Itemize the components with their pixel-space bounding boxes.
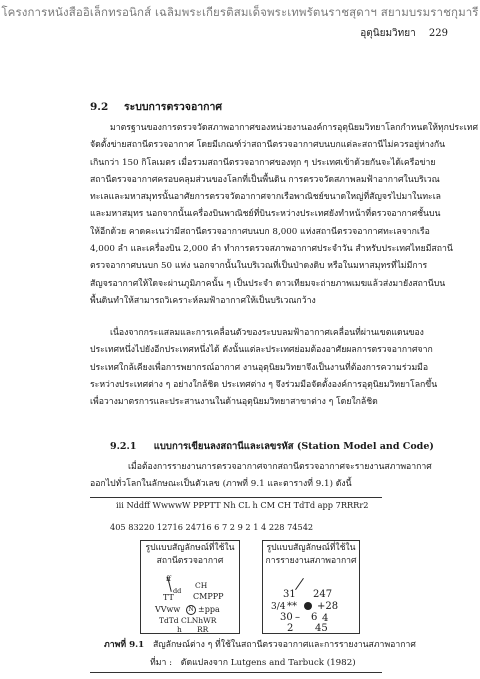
- high-cloud-label: CH: [195, 581, 208, 590]
- figure-caption-text: สัญลักษณ์ต่าง ๆ ที่ใช้ในสถานีตรวจอากาศและการรายงานสภาพอากาศ: [152, 640, 416, 650]
- paragraph-line: ประเทศใกล้เคียงเพื่อการพยากรณ์อากาศ งานอุตุนิยมวิทยาจึงเป็นงานที่ต้องการความร่วมมือ: [90, 362, 429, 373]
- precipitation-label: RR: [197, 625, 209, 634]
- paragraph-line: พื้นดินทำให้สามารถวิเคราะห์ลมฟ้าอากาศให้เป็นบริเวณกว้าง: [90, 295, 316, 306]
- page-number: 229: [428, 28, 448, 39]
- pressure-tendency-value: +28: [317, 601, 339, 612]
- tendency-value: 4: [322, 613, 329, 624]
- paragraph-line: ให้อีกด้วย คาดคะเนว่ามีสถานีตรวจอากาศบนบก 8,000 แห่งสถานีตรวจอากาศทะเลจากเรือ: [90, 226, 430, 237]
- paragraph-2: [90, 325, 437, 411]
- station-model-symbol: [141, 541, 239, 633]
- pressure-value: 247: [313, 589, 333, 600]
- code-example-line: 405 83220 12716 24716 6 7 2 9 2 1 4 228 74542: [110, 522, 314, 532]
- code-format-line: iii Nddff WwwwW PPPTT Nh CL h CM CH TdTd app 7RRRr2: [116, 500, 369, 510]
- paragraph-line: จัดตั้งข่ายสถานีตรวจอากาศ โดยมีเกณฑ์ว่าสถานีตรวจอากาศบนบกแต่ละสถานีไม่ควรอยู่ห่างกัน: [90, 140, 446, 151]
- subsection-title: แบบการเขียนลงสถานีและเลขรหัส (Station Model and Code): [153, 441, 434, 452]
- station-model-box: [140, 540, 240, 634]
- visibility-weather-label: VVww: [155, 605, 181, 614]
- paragraph-line: ออกไปทั่วโลกในลักษณะเป็นตัวเลข (ภาพที่ 9.1 และตารางที่ 9.1) ดังนี้: [90, 479, 352, 490]
- paragraph-line: เนื่องจากกระแสลมและการเคลื่อนตัวของระบบลมฟ้าอากาศเคลื่อนที่ผ่านเขตแดนของ: [110, 328, 424, 338]
- section-title: ระบบการตรวจอากาศ: [123, 101, 223, 113]
- paragraph-line: เพื่อวางมาตรการและประสานงานในด้านอุตุนิยมวิทยาสาขาต่าง ๆ โดยใกล้ชิด: [90, 397, 378, 408]
- running-header: [360, 26, 448, 41]
- cloud-dash: –: [295, 612, 300, 623]
- dewpoint-low-cloud-label: TdTd CLNhWR: [159, 616, 217, 625]
- running-title: อุตุนิยมวิทยา: [360, 28, 416, 39]
- precipitation-value: 45: [315, 623, 328, 634]
- figure-caption: [104, 637, 416, 651]
- station-model-box-title: รูปแบบสัญลักษณ์ที่ใช้ใน สถานีตรวจอากาศ: [145, 543, 235, 566]
- paragraph-line: ทะเลและมหาสมุทรนั้นอาศัยการตรวจวัดอากาศจากเรือพาณิชย์ขนาดใหญ่ที่สัญจรไปมาในทะเล: [90, 192, 441, 203]
- cloud-height-value: 2: [287, 623, 294, 634]
- paragraph-3: [90, 459, 432, 494]
- paragraph-line: เมื่อต้องการรายงานการตรวจอากาศจากสถานีตรวจอากาศจะรายงานสภาพอากาศ: [128, 462, 432, 472]
- paragraph-line: มาตรฐานของการตรวจวัดสภาพอากาศของหน่วยงานองค์การอุตุนิยมวิทยาโลกกำหนดให้ทุกประเทศ: [110, 123, 478, 133]
- paragraph-line: สถานีตรวจอากาศครอบคลุมส่วนของโลกที่เป็นพื้นดิน การตรวจวัดสภาพลมฟ้าอากาศในบริเวณ: [90, 174, 440, 185]
- book-project-banner: โครงการหนังสืออิเล็กทรอนิกส์ เฉลิมพระเกียรติสมเด็จพระเทพรัตนราชสุดาฯ สยามบรมราชกุมารี: [1, 5, 479, 19]
- section-number: 9.2: [90, 101, 109, 113]
- paragraph-line: และมหาสมุทร นอกจากนั้นเครื่องบินพาณิชย์ที่บินระหว่างประเทศยังทำหน้าที่ตรวจอากาศชั้นบน: [90, 209, 441, 220]
- figure-top-rule: [90, 497, 382, 498]
- figure-bottom-rule: [90, 672, 382, 673]
- wind-direction-label: dd: [173, 587, 182, 595]
- wind-speed-label: ff: [166, 575, 171, 583]
- paragraph-line: 4,000 ลำ และเครื่องบิน 2,000 ลำ ทำการตรวจสภาพอากาศประจำวัน สำหรับประเทศไทยมีสถานี: [90, 244, 453, 255]
- subsection-number: 9.2.1: [110, 441, 137, 452]
- weather-symbol: **: [287, 601, 297, 612]
- figure-source-label: ที่มา :: [150, 658, 173, 668]
- low-cloud-value: 6: [311, 612, 318, 623]
- sky-cover-filled-circle-icon: [304, 602, 312, 610]
- section-heading: [90, 98, 222, 115]
- pressure-tendency-label: ±ppa: [198, 605, 220, 614]
- temperature-label: TT: [163, 593, 174, 602]
- paragraph-line: เกินกว่า 150 กิโลเมตร เมื่อรวมสถานีตรวจอากาศของทุก ๆ ประเทศเข้าด้วยกันจะได้เครือข่าย: [90, 157, 436, 168]
- sky-cover-circle-icon: N: [186, 605, 196, 615]
- paragraph-line: ประเทศหนึ่งไปยังอีกประเทศหนึ่งได้ ดังนั้นแต่ละประเทศย่อมต้องอาศัยผลการตรวจอากาศจาก: [90, 345, 433, 356]
- figure-source-text: ดัดแปลงจาก Lutgens and Tarbuck (1982): [180, 658, 356, 668]
- visibility-value: 3/4: [271, 602, 286, 612]
- paragraph-1: [90, 120, 478, 310]
- paragraph-line: สัญจรอากาศให้ใดจะผ่านภูมิภาคนั้น ๆ เป็นประจำ ดาวเทียมจะถ่ายภาพเมฆแล้วส่งมายังสถานีบน: [90, 278, 446, 289]
- subsection-heading: [110, 439, 434, 454]
- figure-source: [150, 655, 356, 669]
- cloud-height-label: h: [177, 625, 182, 634]
- paragraph-line: ระหว่างประเทศต่าง ๆ อย่างใกล้ชิด ประเทศต่าง ๆ จึงร่วมมือจัดตั้งองค์การอุตุนิยมวิทยาโลกขึ้น: [90, 379, 438, 390]
- middle-cloud-pressure-label: CMPPP: [193, 592, 224, 601]
- report-model-box: [262, 540, 360, 634]
- figure-caption-label: ภาพที่ 9.1: [104, 640, 145, 650]
- report-model-symbol: [263, 541, 359, 633]
- report-model-box-title: รูปแบบสัญลักษณ์ที่ใช้ใน การรายงานสภาพอากาศ: [265, 543, 357, 566]
- temperature-value: 31: [283, 589, 296, 600]
- wind-barb-icon: [295, 578, 304, 590]
- dewpoint-value: 30: [280, 612, 293, 623]
- paragraph-line: ตรวจอากาศบนบก 50 แห่ง นอกจากนั้นในบริเวณที่เป็นป่าดงดิบ หรือในมหาสมุทรที่ไม่มีการ: [90, 261, 428, 272]
